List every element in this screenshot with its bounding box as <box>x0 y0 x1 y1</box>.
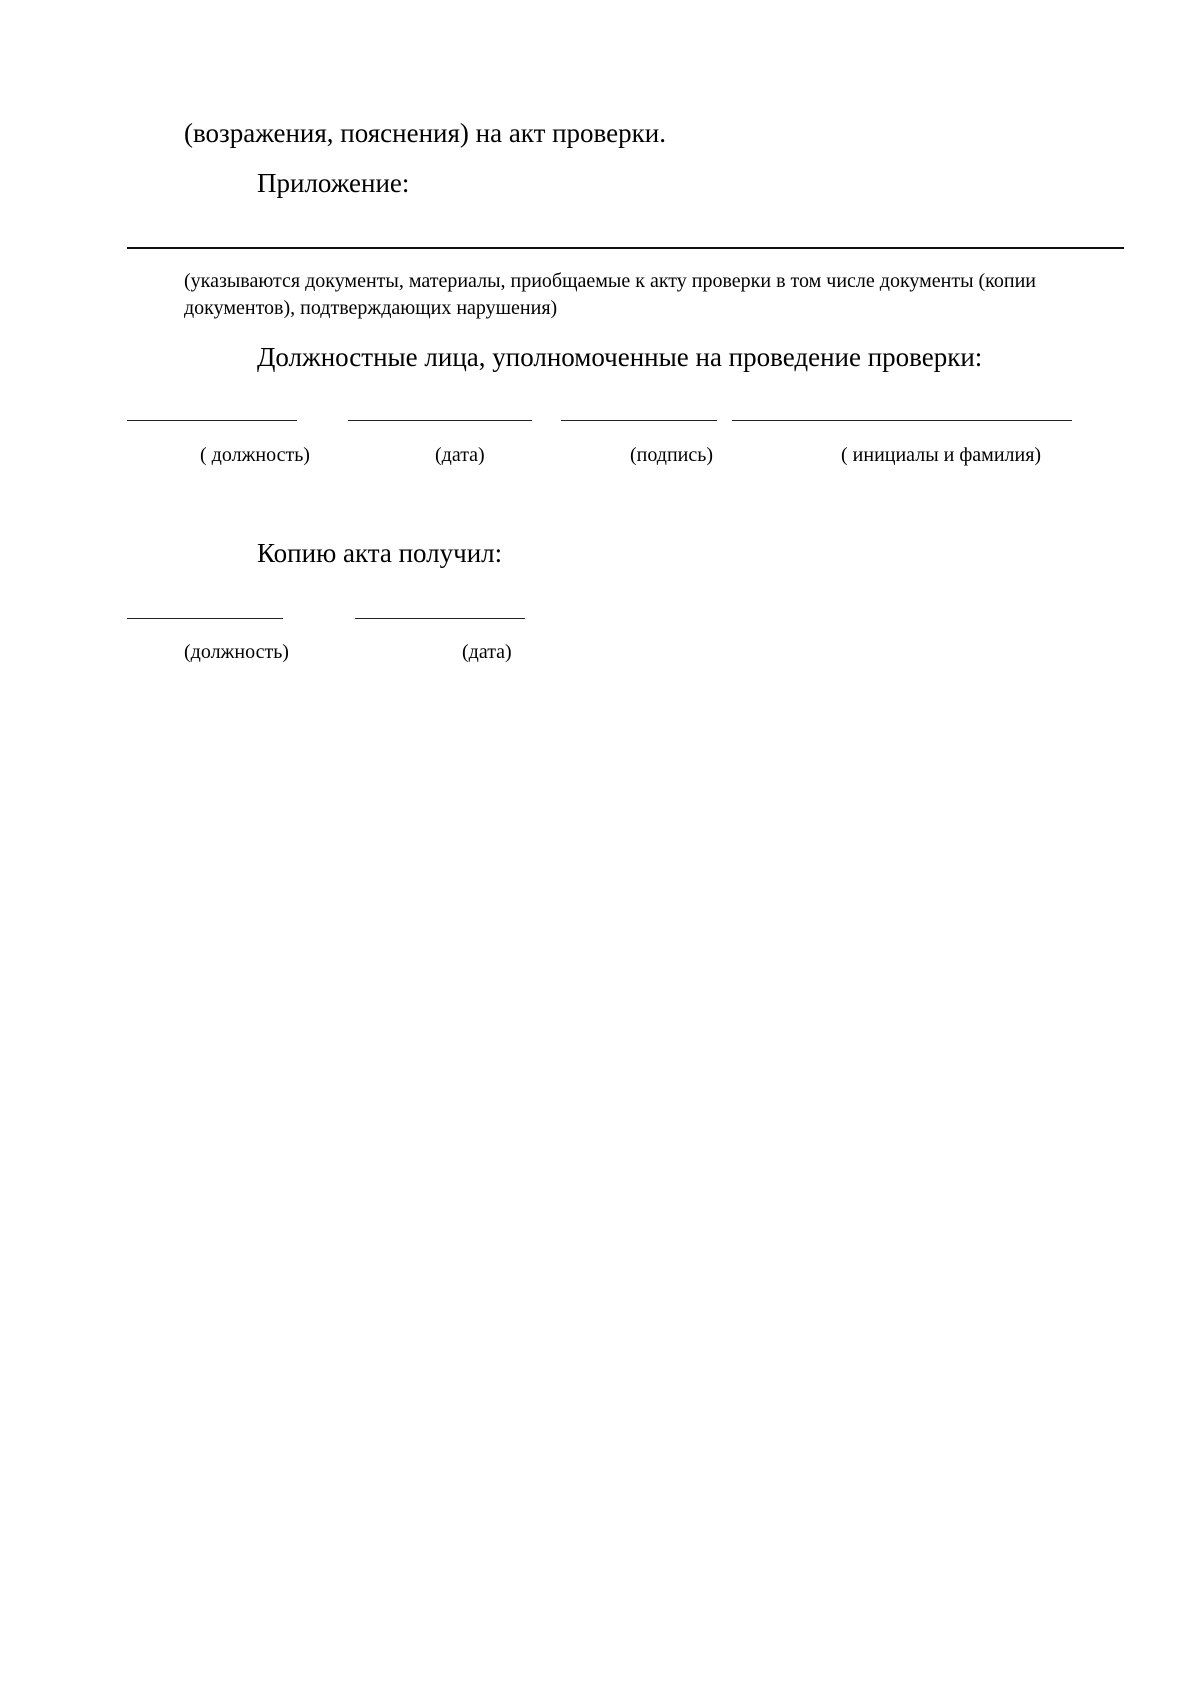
official-date-line <box>348 420 532 421</box>
copy-heading: Копию акта получил: <box>257 538 503 568</box>
attachment-heading: Приложение: <box>257 168 410 198</box>
official-signature-caption: (подпись) <box>630 444 714 466</box>
official-signature-line <box>561 420 717 421</box>
attachment-note: (указываются документы, материалы, приобщаемые к акту проверки в том числе документы (копии документов), подтверждающих нарушения) <box>184 270 1036 319</box>
official-name-caption: ( инициалы и фамилия) <box>841 444 1042 466</box>
officials-heading: Должностные лица, уполномоченные на проведение проверки: <box>257 342 983 372</box>
copy-position-caption: (должность) <box>184 641 289 663</box>
copy-date-caption: (дата) <box>462 641 512 663</box>
continuation-text: (возражения, пояснения) на акт проверки. <box>184 118 666 148</box>
official-date-caption: (дата) <box>435 444 485 466</box>
copy-date-line <box>355 618 525 619</box>
official-position-caption: ( должность) <box>200 444 310 466</box>
attachment-fill-line <box>127 247 1124 249</box>
copy-position-line <box>127 618 283 619</box>
official-position-line <box>127 420 297 421</box>
official-name-line <box>732 420 1072 421</box>
